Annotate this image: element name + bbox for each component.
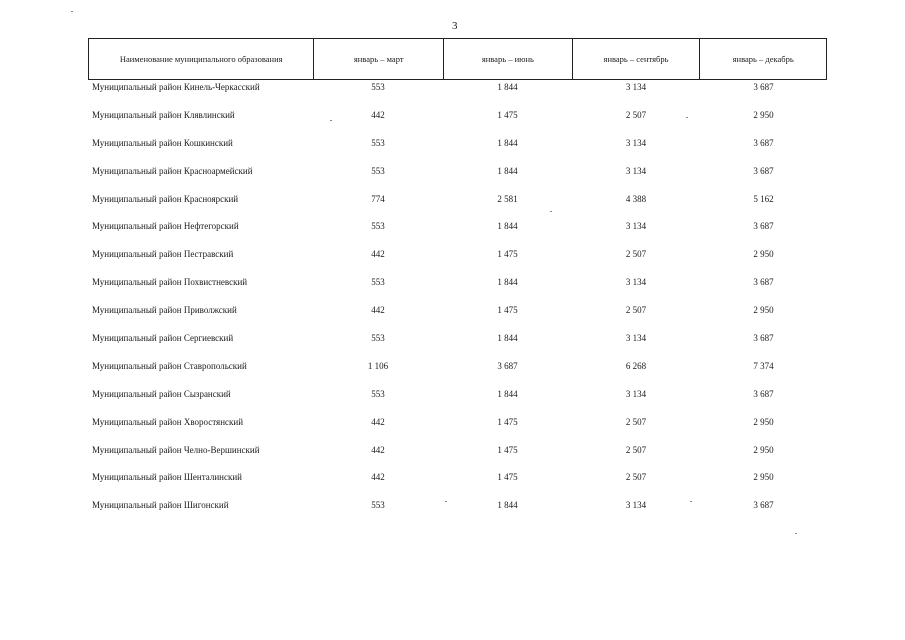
- table-row: [88, 247, 827, 275]
- table-row: [88, 192, 827, 220]
- cell-jan-mar: 442: [371, 416, 385, 427]
- cell-jan-dec: 2 950: [753, 416, 774, 427]
- cell-municipality: Муниципальный район Сызранский: [92, 388, 231, 399]
- cell-jan-dec: 7 374: [753, 360, 774, 371]
- cell-jan-sep: 3 134: [625, 277, 647, 288]
- table-row: [88, 303, 827, 331]
- cell-jan-sep: 3 134: [625, 165, 647, 176]
- cell-jan-sep: 3 134: [625, 388, 647, 399]
- cell-jan-dec: 5 162: [753, 193, 774, 204]
- cell-municipality: Муниципальный район Похвистневский: [92, 277, 248, 288]
- cell-jan-dec: 2 950: [753, 472, 774, 483]
- cell-jan-sep: 2 507: [625, 472, 647, 483]
- cell-jan-mar: 553: [371, 221, 385, 232]
- table-row: [88, 331, 827, 359]
- cell-jan-mar: 442: [371, 444, 385, 455]
- cell-jan-mar: 442: [371, 472, 385, 483]
- cell-jan-mar: 553: [371, 333, 385, 344]
- cell-jan-mar: 553: [371, 82, 385, 92]
- cell-jan-sep: 2 507: [625, 249, 647, 260]
- cell-jan-dec: 3 687: [753, 221, 774, 232]
- cell-jan-sep: 6 268: [625, 360, 647, 371]
- cell-jan-dec: 2 950: [753, 305, 774, 316]
- header-jan-dec: январь – декабрь: [699, 39, 826, 79]
- cell-municipality: Муниципальный район Сергиевский: [92, 333, 234, 344]
- cell-jan-mar: 553: [371, 165, 385, 176]
- table-row: [88, 108, 827, 136]
- table-body: [88, 80, 827, 526]
- cell-jan-mar: 442: [371, 109, 385, 120]
- cell-jan-jun: 1 844: [497, 333, 518, 344]
- cell-jan-jun: 3 687: [497, 360, 518, 371]
- table-row: [88, 359, 827, 387]
- cell-jan-mar: 553: [371, 137, 385, 148]
- cell-municipality: Муниципальный район Кинель-Черкасский: [92, 82, 260, 92]
- cell-jan-mar: 553: [371, 388, 385, 399]
- page-number: 3: [452, 20, 458, 32]
- cell-jan-dec: 3 687: [753, 333, 774, 344]
- cell-municipality: Муниципальный район Хворостянский: [92, 416, 244, 427]
- cell-municipality: Муниципальный район Клявлинский: [92, 109, 235, 120]
- cell-municipality: Муниципальный район Шигонский: [92, 500, 229, 511]
- cell-jan-jun: 1 844: [497, 82, 518, 92]
- cell-jan-mar: 442: [371, 249, 385, 260]
- cell-municipality: Муниципальный район Пестравский: [92, 249, 234, 260]
- cell-municipality: Муниципальный район Красноярский: [92, 193, 239, 204]
- table-row: [88, 80, 827, 108]
- cell-municipality: Муниципальный район Нефтегорский: [92, 221, 239, 232]
- cell-jan-jun: 1 475: [497, 416, 518, 427]
- cell-jan-jun: 1 844: [497, 277, 518, 288]
- table-row: [88, 136, 827, 164]
- header-jan-jun: январь – июнь: [443, 39, 572, 79]
- table-row: [88, 443, 827, 471]
- cell-jan-dec: 2 950: [753, 109, 774, 120]
- cell-municipality: Муниципальный район Кошкинский: [92, 137, 233, 148]
- header-jan-mar: январь – март: [313, 39, 443, 79]
- cell-jan-sep: 4 388: [625, 193, 647, 204]
- cell-jan-jun: 1 475: [497, 444, 518, 455]
- cell-jan-sep: 3 134: [625, 137, 647, 148]
- cell-jan-sep: 2 507: [625, 305, 647, 316]
- cell-jan-mar: 774: [371, 193, 385, 204]
- cell-municipality: Муниципальный район Шенталинский: [92, 472, 242, 483]
- cell-jan-mar: 553: [371, 277, 385, 288]
- cell-jan-mar: 1 106: [367, 360, 389, 371]
- table-row: [88, 387, 827, 415]
- cell-jan-jun: 2 581: [497, 193, 518, 204]
- cell-jan-sep: 2 507: [625, 444, 647, 455]
- table-row: [88, 498, 827, 526]
- cell-jan-dec: 3 687: [753, 137, 774, 148]
- cell-municipality: Муниципальный район Челно-Вершинский: [92, 444, 260, 455]
- cell-jan-mar: 442: [371, 305, 385, 316]
- cell-jan-sep: 3 134: [625, 82, 647, 92]
- cell-jan-dec: 2 950: [753, 249, 774, 260]
- cell-jan-jun: 1 475: [497, 472, 518, 483]
- cell-jan-dec: 3 687: [753, 277, 774, 288]
- table-row: [88, 164, 827, 192]
- cell-municipality: Муниципальный район Приволжский: [92, 305, 237, 316]
- header-jan-sep: январь – сентябрь: [572, 39, 700, 79]
- cell-jan-jun: 1 475: [497, 249, 518, 260]
- cell-jan-dec: 3 687: [753, 388, 774, 399]
- cell-jan-sep: 3 134: [625, 333, 647, 344]
- cell-jan-sep: 3 134: [625, 221, 647, 232]
- cell-jan-mar: 553: [371, 500, 385, 511]
- table-row: [88, 470, 827, 498]
- cell-jan-jun: 1 475: [497, 109, 518, 120]
- cell-jan-jun: 1 475: [497, 305, 518, 316]
- cell-jan-sep: 3 134: [625, 500, 647, 511]
- table-header: [88, 38, 827, 80]
- cell-jan-dec: 3 687: [753, 165, 774, 176]
- cell-jan-sep: 2 507: [625, 109, 647, 120]
- table-row: [88, 275, 827, 303]
- cell-jan-dec: 3 687: [753, 500, 774, 511]
- cell-jan-jun: 1 844: [497, 500, 518, 511]
- cell-municipality: Муниципальный район Красноармейский: [92, 165, 253, 176]
- cell-jan-jun: 1 844: [497, 221, 518, 232]
- header-municipality: Наименование муниципального образования: [119, 54, 283, 64]
- cell-jan-sep: 2 507: [625, 416, 647, 427]
- table-row: [88, 415, 827, 443]
- cell-jan-jun: 1 844: [497, 388, 518, 399]
- cell-jan-dec: 2 950: [753, 444, 774, 455]
- cell-jan-jun: 1 844: [497, 165, 518, 176]
- cell-municipality: Муниципальный район Ставропольский: [92, 360, 247, 371]
- table-row: [88, 219, 827, 247]
- cell-jan-dec: 3 687: [753, 82, 774, 92]
- cell-jan-jun: 1 844: [497, 137, 518, 148]
